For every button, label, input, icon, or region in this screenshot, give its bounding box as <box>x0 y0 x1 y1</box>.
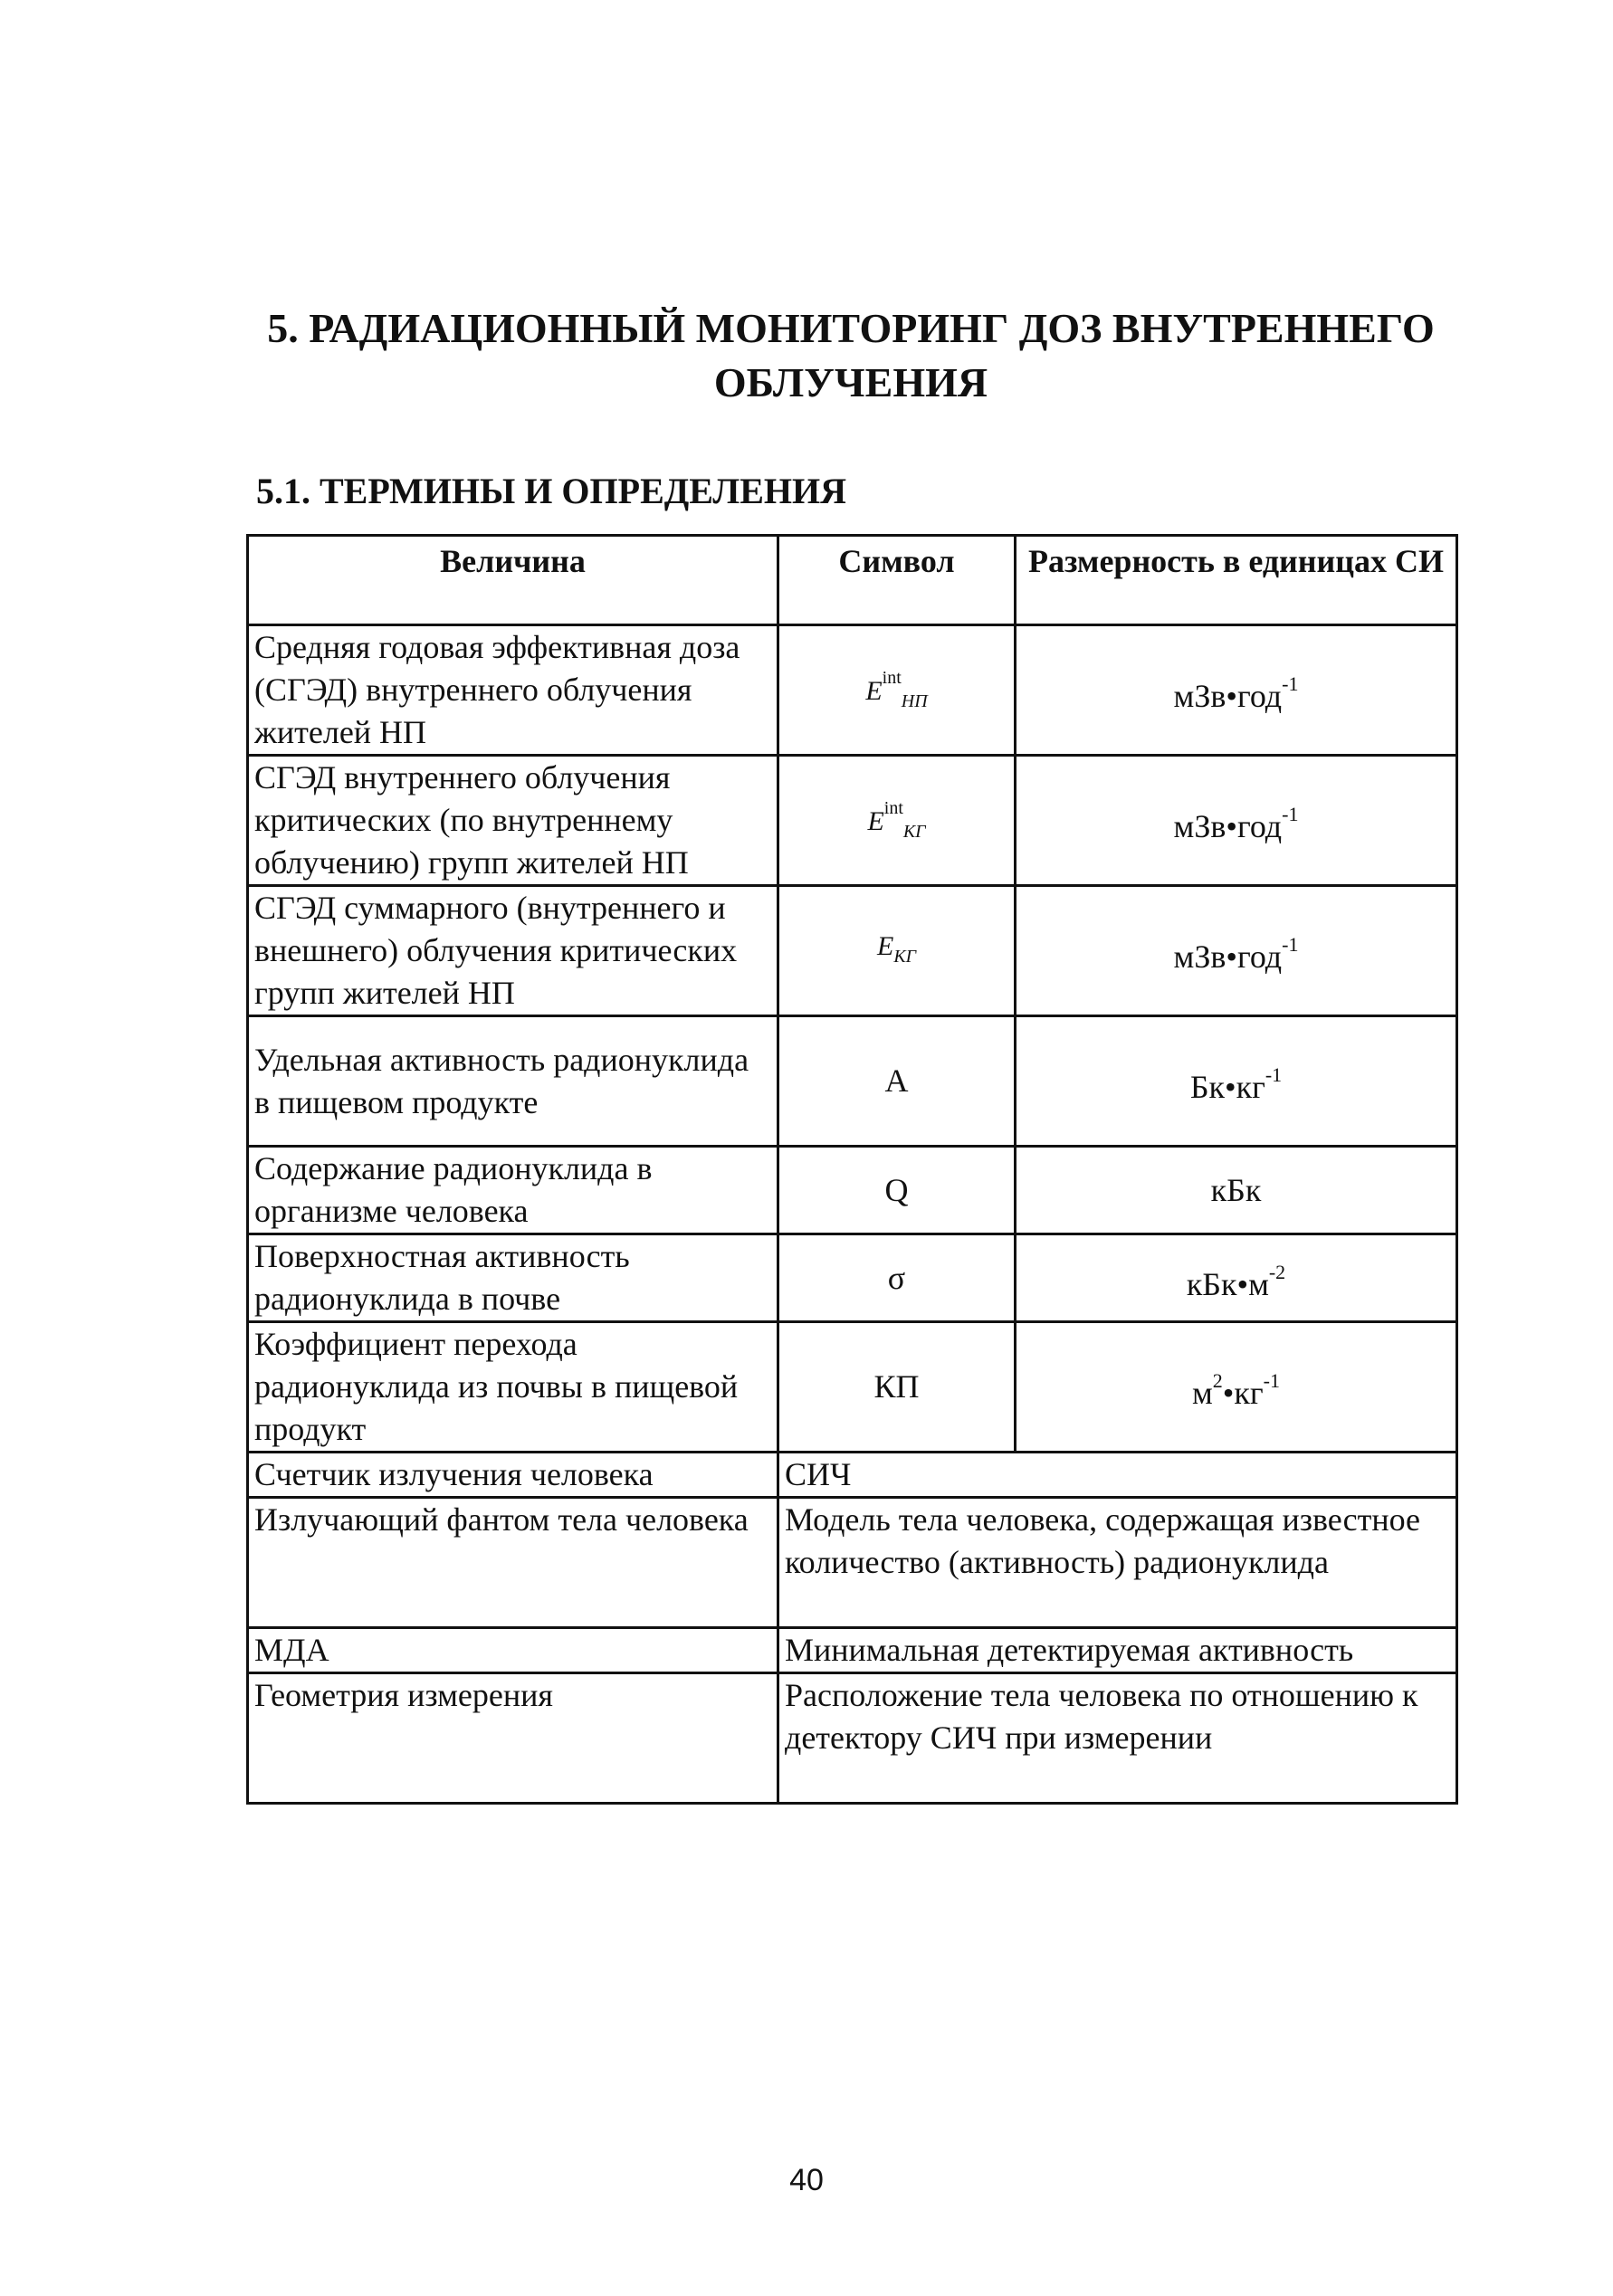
term-cell: Удельная активность радионуклида в пищевом продукте <box>248 1016 778 1147</box>
table-row <box>248 1453 1457 1498</box>
unit-exponent: -1 <box>1282 803 1299 825</box>
symbol-cell: Q <box>778 1147 1016 1234</box>
term-cell: СГЭД суммарного (внутреннего и внешнего) облучения критических групп жителей НП <box>248 886 778 1016</box>
definition-cell: Расположение тела человека по отношению к детектору СИЧ при измерении <box>778 1673 1457 1804</box>
section-title: 5.1. ТЕРМИНЫ И ОПРЕДЕЛЕНИЯ <box>256 471 847 511</box>
unit-prefix: м <box>1192 1375 1213 1411</box>
table-row <box>248 1498 1457 1628</box>
symbol-cell: σ <box>778 1234 1016 1322</box>
table-header-row <box>248 536 1457 625</box>
unit-base: мЗв•год <box>1173 678 1283 714</box>
chapter-title-line-2: ОБЛУЧЕНИЯ <box>713 359 988 405</box>
symbol-superscript: int <box>882 668 902 688</box>
unit-prefix-exponent: 2 <box>1212 1369 1223 1392</box>
unit-exponent: -1 <box>1282 933 1299 956</box>
unit-base: •кг <box>1222 1375 1264 1411</box>
unit-cell <box>1016 886 1457 1016</box>
unit-exponent: -2 <box>1268 1260 1286 1283</box>
definition-cell: СИЧ <box>778 1453 1457 1498</box>
unit-base: Бк•кг <box>1189 1069 1265 1105</box>
symbol-cell <box>778 625 1016 756</box>
table-row <box>248 1322 1457 1453</box>
symbol-cell <box>778 886 1016 1016</box>
definition-cell: Минимальная детектируемая активность <box>778 1628 1457 1673</box>
symbol-superscript: int <box>883 798 903 818</box>
table-row <box>248 1673 1457 1804</box>
table-row <box>248 1628 1457 1673</box>
symbol-cell <box>778 756 1016 886</box>
table-row <box>248 756 1457 886</box>
unit-exponent: -1 <box>1282 672 1299 695</box>
term-cell: СГЭД внутреннего облучения критических (по внутреннему облучению) групп жителей НП <box>248 756 778 886</box>
header-symbol: Символ <box>778 536 1016 625</box>
table-row <box>248 1234 1457 1322</box>
symbol-base: E <box>877 931 894 961</box>
term-cell: Поверхностная активность радионуклида в почве <box>248 1234 778 1322</box>
symbol-cell: A <box>778 1016 1016 1147</box>
symbol-base: E <box>867 806 884 836</box>
unit-cell <box>1016 756 1457 886</box>
unit-base: кБк <box>1210 1171 1262 1208</box>
terms-table <box>246 534 1458 1805</box>
unit-base: кБк•м <box>1186 1265 1269 1302</box>
unit-cell <box>1016 1322 1457 1453</box>
term-cell: МДА <box>248 1628 778 1673</box>
term-cell: Средняя годовая эффективная доза (СГЭД) внутреннего облучения жителей НП <box>248 625 778 756</box>
symbol-base: E <box>865 676 883 706</box>
unit-base: мЗв•год <box>1173 938 1283 975</box>
unit-cell <box>1016 625 1457 756</box>
chapter-title-line-1: 5. РАДИАЦИОННЫЙ МОНИТОРИНГ ДОЗ ВНУТРЕННЕГО <box>267 305 1435 351</box>
definition-cell: Модель тела человека, содержащая известное количество (активность) радионуклида <box>778 1498 1457 1628</box>
term-cell: Счетчик излучения человека <box>248 1453 778 1498</box>
table-row <box>248 1016 1457 1147</box>
term-cell: Содержание радионуклида в организме человека <box>248 1147 778 1234</box>
table-row <box>248 1147 1457 1234</box>
table-row <box>248 886 1457 1016</box>
symbol-subscript: КГ <box>902 822 926 842</box>
symbol-cell: КП <box>778 1322 1016 1453</box>
term-cell: Геометрия измерения <box>248 1673 778 1804</box>
symbol-subscript: НП <box>901 691 928 711</box>
term-cell: Коэффициент перехода радионуклида из почвы в пищевой продукт <box>248 1322 778 1453</box>
unit-exponent: -1 <box>1265 1063 1283 1086</box>
unit-base: мЗв•год <box>1173 808 1283 844</box>
term-cell: Излучающий фантом тела человека <box>248 1498 778 1628</box>
unit-cell <box>1016 1016 1457 1147</box>
unit-cell <box>1016 1234 1457 1322</box>
header-quantity: Величина <box>248 536 778 625</box>
page-number: 40 <box>789 2163 824 2197</box>
unit-exponent: -1 <box>1263 1369 1280 1392</box>
header-unit: Размерность в единицах СИ <box>1016 536 1457 625</box>
table-row <box>248 625 1457 756</box>
symbol-subscript: КГ <box>893 947 916 967</box>
unit-cell <box>1016 1147 1457 1234</box>
